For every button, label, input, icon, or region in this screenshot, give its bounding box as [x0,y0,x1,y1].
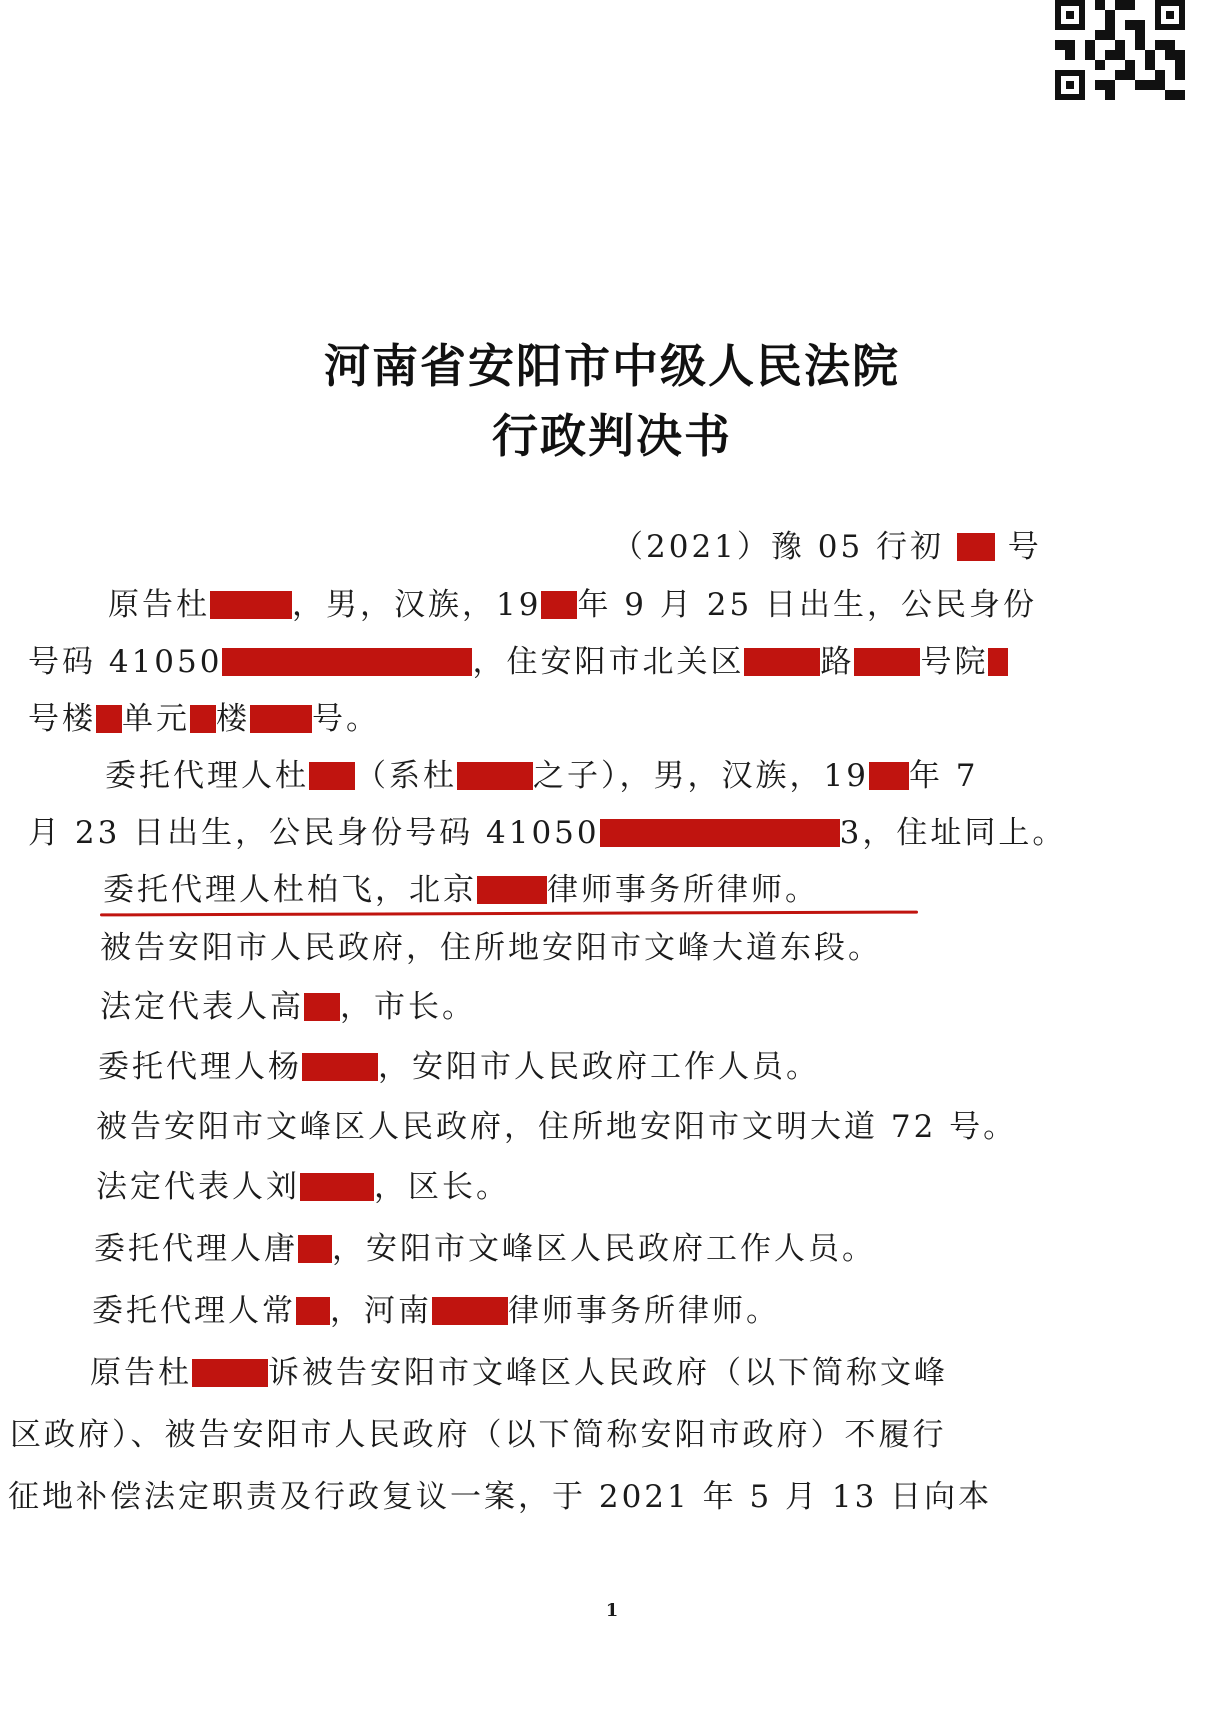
redaction-block [854,648,920,676]
plaintiff-line-2 [28,640,1008,680]
agent-defendant-1-line [98,1045,820,1085]
text-segment: ，区长。 [374,1168,510,1205]
page-number: 1 [605,1600,619,1621]
redaction-block [300,1173,374,1201]
plaintiff-line-1 [108,583,1037,623]
text-segment: 之子），男，汉族，19 [533,757,869,794]
text-segment: 区政府）、被告安阳市人民政府（以下简称安阳市政府）不履行 [10,1416,947,1453]
text-segment: 路 [820,643,855,680]
text-segment: 委托代理人杜 [105,757,309,794]
text-segment: 年 9 月 25 日出生，公民身份 [577,586,1038,623]
redaction-block [190,705,216,733]
text-segment: 诉被告安阳市文峰区人民政府（以下简称文峰 [268,1354,948,1391]
text-segment: 号。 [312,700,380,737]
text-segment: ，安阳市人民政府工作人员。 [378,1048,820,1085]
text-segment: 被告安阳市文峰区人民政府，住所地安阳市文明大道 72 号。 [96,1108,1018,1145]
text-segment: 法定代表人高 [100,988,304,1025]
plaintiff-line-3 [28,697,380,737]
text-segment: 委托代理人常 [92,1292,296,1329]
text-segment: 月 23 日出生，公民身份号码 41050 [28,814,600,851]
redaction-block [298,1235,332,1263]
redaction-block [744,648,820,676]
document-type: 行政判决书 [492,409,732,463]
text-segment: 征地补偿法定职责及行政复议一案，于 2021 年 5 月 13 日向本 [8,1478,993,1515]
redaction-block [210,591,292,619]
text-segment: 号码 41050 [28,643,223,680]
redaction-block [541,591,577,619]
redaction-block [296,1297,330,1325]
qr-code-icon [1055,0,1185,100]
redaction-block [222,648,472,676]
case-number [612,525,1042,565]
redaction-block [96,705,122,733]
text-segment: 原告杜 [90,1354,192,1391]
text-segment: 3，住址同上。 [839,814,1067,851]
redaction-block [869,762,909,790]
redaction-block [457,762,533,790]
case-number-suffix: 号 [1007,528,1042,565]
text-segment: ，市长。 [340,988,476,1025]
case-number-prefix: （2021）豫 05 行初 [612,528,945,565]
redaction-block [309,762,355,790]
case-summary-line-3 [8,1475,992,1515]
text-segment: 楼 [216,700,250,737]
agent-line-lawyer [103,868,819,908]
text-segment: 律师事务所律师。 [508,1292,780,1329]
legal-rep-1-line [100,985,476,1025]
redaction-block [304,993,340,1021]
redaction-block [957,533,995,561]
redaction-block [192,1359,268,1387]
redaction-block [302,1053,378,1081]
redaction-block [988,648,1008,676]
agent-defendant-2-line [94,1227,876,1267]
text-segment: ，安阳市文峰区人民政府工作人员。 [332,1230,876,1267]
text-segment: 原告杜 [108,586,210,623]
text-segment: 单元 [122,700,190,737]
text-segment: 年 7 [908,757,979,794]
case-summary-line-2 [10,1413,947,1453]
text-segment: 号楼 [28,700,96,737]
defendant-1-line [100,926,882,966]
legal-rep-2-line [96,1165,510,1205]
text-segment: 被告安阳市人民政府，住所地安阳市文峰大道东段。 [100,929,882,966]
redaction-block [432,1297,508,1325]
text-segment: 委托代理人杨 [98,1048,302,1085]
text-segment: 号院 [920,643,989,680]
text-segment: 委托代理人杜柏飞，北京 [103,871,477,908]
text-segment: 律师事务所律师。 [547,871,819,908]
red-underline [100,911,918,917]
agent-line-2 [28,811,1066,851]
text-segment: ，住安阳市北关区 [472,643,745,680]
agent-line-1 [105,754,979,794]
case-summary-line-1 [90,1351,948,1391]
text-segment: ，河南 [330,1292,432,1329]
agent-defendant-3-line [92,1289,780,1329]
redaction-block [600,819,840,847]
defendant-2-line [96,1105,1017,1145]
court-name: 河南省安阳市中级人民法院 [324,339,900,393]
text-segment: （系杜 [355,757,457,794]
redaction-block [250,705,312,733]
text-segment: ，男，汉族，19 [292,586,542,623]
text-segment: 委托代理人唐 [94,1230,298,1267]
redaction-block [477,876,547,904]
text-segment: 法定代表人刘 [96,1168,300,1205]
